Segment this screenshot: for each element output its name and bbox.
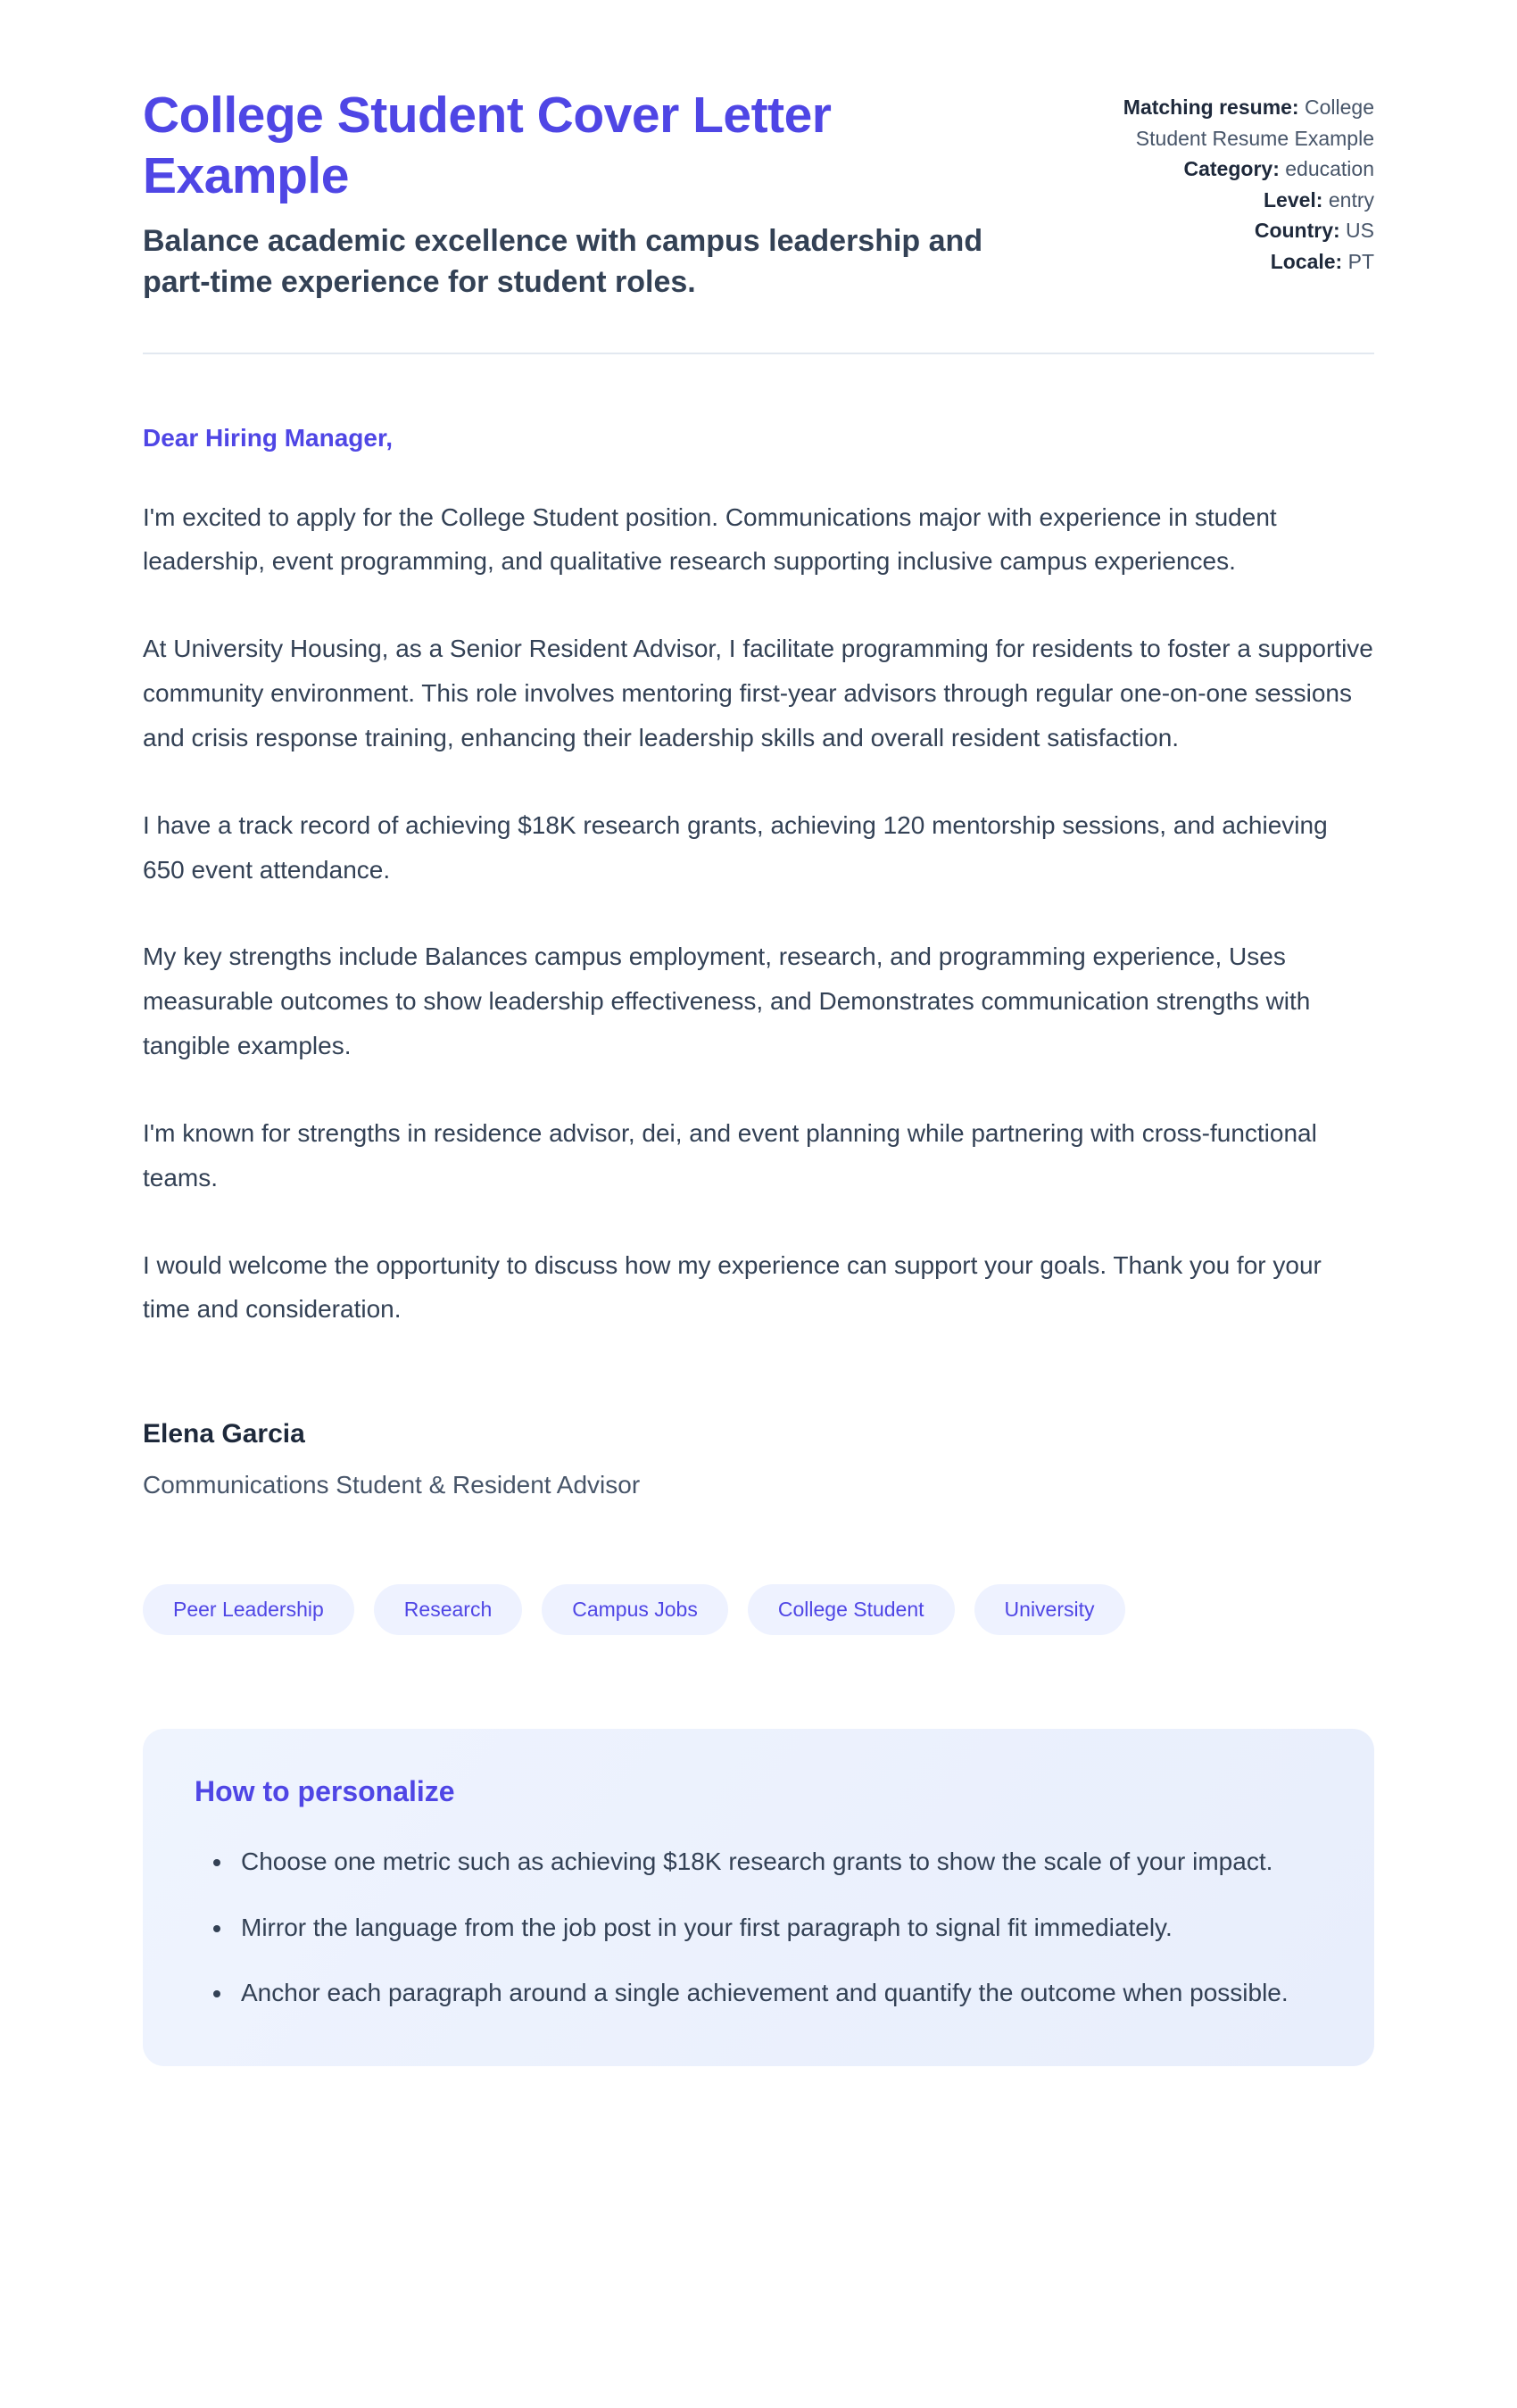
tips-list [195,1840,1322,2014]
meta-row-locale [1089,246,1374,278]
letter-paragraph: I'm known for strengths in residence advisor, dei, and event planning while partnering with cross-functional teams. [143,1118,1317,1192]
letter-paragraph: At University Housing, as a Senior Resident Advisor, I facilitate programming for residents to foster a supportive community environment. This role involves mentoring first-year advisors through regular one-on-one sessions and crisis response training, enhancing their leadership skills and overall resident satisfaction. [143,635,1373,751]
meta-value: entry [1328,187,1374,212]
meta-label: Category: [1183,157,1280,180]
meta-row-category [1089,154,1374,185]
meta-row-country [1089,215,1374,246]
divider [143,353,1374,354]
meta-label: Level: [1263,187,1323,212]
meta-value: PT [1347,249,1374,273]
page-title: College Student Cover Letter Example [143,87,832,205]
tag-pill-university[interactable]: University [974,1584,1125,1635]
meta-value: education [1285,157,1374,180]
tip-item: • Mirror the language from the job post in your first paragraph to signal fit immediately. [234,1906,1322,1949]
letter-paragraph: I would welcome the opportunity to discuss how my experience can support your goals. Thank you for your time and consideration. [143,1250,1322,1324]
tag-pill-research[interactable]: Research [374,1584,522,1635]
tag-pill-college-student[interactable]: College Student [748,1584,955,1635]
personalize-tips-box [143,1729,1374,2066]
tag-pill-campus-jobs[interactable]: Campus Jobs [542,1584,728,1635]
tag-pill-peer-leadership[interactable]: Peer Leadership [143,1584,354,1635]
meta-row-matching-resume [1089,92,1374,154]
page-subtitle: Balance academic excellence with campus leadership and part-time experience for student roles. [143,223,983,299]
signature-title: Communications Student & Resident Advisor [143,1471,641,1499]
salutation: Dear Hiring Manager, [143,423,394,452]
letter-paragraph: My key strengths include Balances campus employment, research, and programming experience, Uses measurable outcomes to show leadership effectiveness, and Demonstrates communication strengths with tangible examples. [143,942,1311,1060]
signature-name: Elena Garcia [143,1419,305,1449]
cover-letter-body [143,424,1374,1500]
page [143,0,1374,2182]
header [143,85,1374,303]
meta-label: Locale: [1270,249,1343,273]
meta-row-level [1089,185,1374,216]
meta-label: Country: [1254,219,1340,242]
tag-list [143,1584,1374,1635]
tips-title: How to personalize [195,1775,455,1808]
tip-item: • Choose one metric such as achieving $18K research grants to show the scale of your impact. [234,1840,1322,1883]
letter-paragraph: I'm excited to apply for the College Student position. Communications major with experience in student leadership, event programming, and qualitative research supporting inclusive campus experiences. [143,502,1277,576]
letter-paragraph: I have a track record of achieving $18K research grants, achieving 120 mentorship sessions, and achieving 650 event attendance. [143,810,1328,884]
meta-value: College Student Resume Example [1135,95,1374,150]
meta-panel [1089,85,1374,277]
meta-label: Matching resume: [1123,95,1299,119]
meta-value: US [1346,219,1374,242]
header-title-block [143,85,1044,303]
tip-item: • Anchor each paragraph around a single achievement and quantify the outcome when possible. [234,1972,1322,2014]
